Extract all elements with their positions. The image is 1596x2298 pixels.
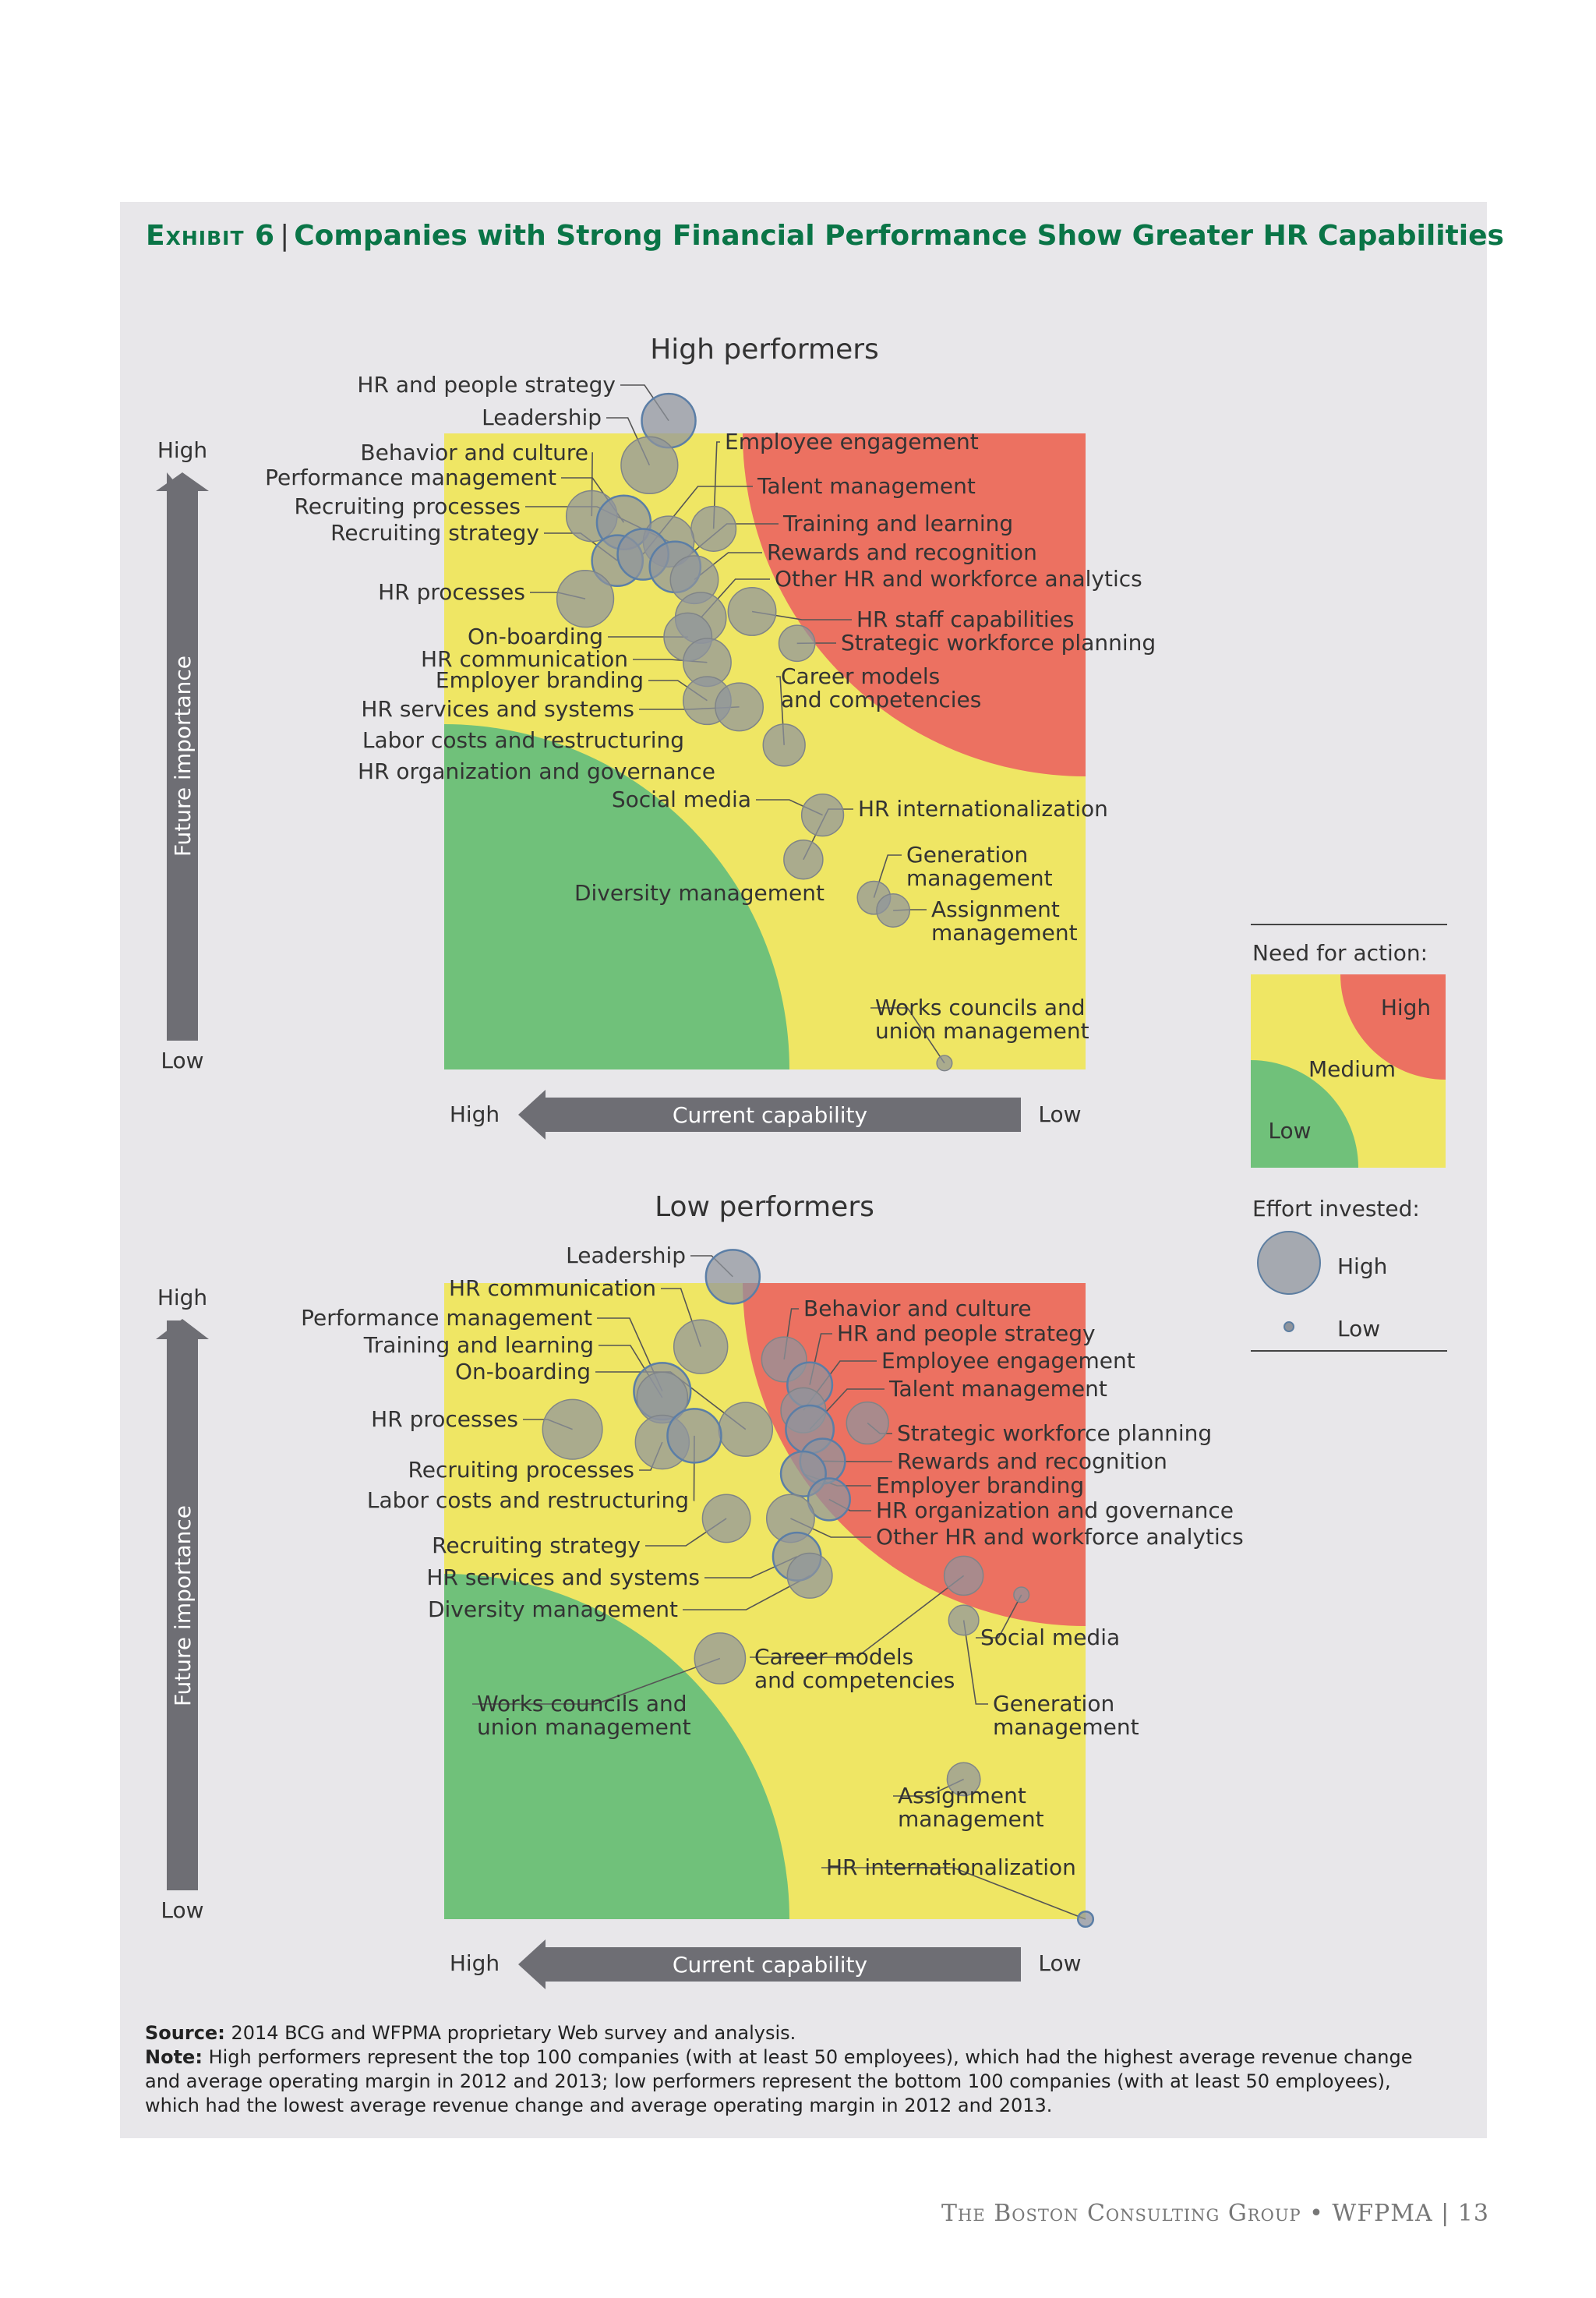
point-label: HR internationalization: [826, 1854, 1076, 1880]
legend-need-low: Low: [1268, 1118, 1312, 1144]
bubble-hr-internationalization: [784, 840, 823, 879]
point-label: Generation management: [993, 1691, 1139, 1740]
point-label: Diversity management: [427, 1596, 678, 1622]
point-label: Labor costs and restructuring: [366, 1487, 689, 1513]
page-footer: The Boston Consulting Group • WFPMA | 13: [941, 2200, 1489, 2227]
y-low-label: Low: [161, 1897, 204, 1923]
point-label: Strategic workforce planning: [897, 1420, 1213, 1446]
point-label: HR staff capabilities: [856, 606, 1075, 632]
point-label: HR communication: [449, 1275, 656, 1301]
point-label: Assignment management: [898, 1783, 1044, 1832]
point-label: Training and learning: [783, 511, 1014, 536]
x-low-label: Low: [1038, 1950, 1082, 1976]
point-label: HR organization and governance: [358, 758, 715, 784]
chart-title: Low performers: [655, 1191, 874, 1223]
bubble-hr-internationalization: [1078, 1911, 1093, 1927]
point-label: Training and learning: [363, 1332, 594, 1358]
point-label: Social media: [980, 1625, 1121, 1650]
legend-need-high-swatch: [1340, 869, 1551, 1080]
point-label: On-boarding: [467, 624, 603, 649]
exhibit-title: Exhibit 6 | Companies with Strong Financial Performance Show Greater HR Capabilities: [146, 220, 1504, 252]
bubble-career-models-and-competencies: [763, 724, 805, 766]
point-label: HR services and systems: [426, 1564, 700, 1590]
bubble-generation-management: [948, 1605, 979, 1635]
point-label: HR and people strategy: [837, 1320, 1096, 1346]
point-label: Performance management: [265, 465, 556, 490]
point-label: Works councils and union management: [875, 995, 1089, 1044]
bubble-strategic-workforce-planning: [846, 1402, 888, 1444]
source-text: 2014 BCG and WFPMA proprietary Web survey and analysis.: [231, 2022, 796, 2044]
point-label: HR and people strategy: [357, 372, 616, 398]
point-label: Works councils and union management: [477, 1691, 691, 1740]
point-label: Leadership: [566, 1243, 686, 1268]
point-label: HR processes: [378, 579, 525, 605]
y-low-label: Low: [161, 1048, 204, 1073]
bubble-hr-staff-capabilities: [728, 588, 775, 635]
note-label: Note:: [145, 2046, 203, 2068]
legend-need-low-swatch: [1143, 1060, 1358, 1275]
bubble-hr-communication: [674, 1320, 728, 1373]
bubble-recruiting-strategy: [702, 1494, 750, 1542]
point-label: Other HR and workforce analytics: [775, 566, 1142, 592]
point-label: Recruiting processes: [408, 1457, 634, 1483]
bubble-assignment-management: [877, 894, 909, 927]
bubble-hr-processes: [542, 1399, 602, 1459]
point-label: Recruiting strategy: [330, 520, 539, 546]
y-axis-label: Future importance: [170, 655, 196, 857]
point-label: HR communication: [421, 646, 628, 672]
point-label: Career models and competencies: [754, 1644, 955, 1693]
point-label: Employee engagement: [881, 1348, 1135, 1373]
point-label: Generation management: [906, 842, 1053, 891]
point-label: Strategic workforce planning: [841, 630, 1156, 656]
bubble-leadership: [621, 437, 678, 493]
y-high-label: High: [157, 437, 208, 463]
bubble-social-media: [802, 794, 844, 836]
legend-effort-high-bubble: [1258, 1232, 1320, 1294]
bubble-strategic-workforce-planning: [779, 625, 815, 661]
point-label: Diversity management: [574, 880, 824, 906]
point-label: HR internationalization: [858, 796, 1108, 822]
point-label: Employer branding: [876, 1472, 1085, 1498]
point-label: Employer branding: [435, 667, 644, 693]
point-label: Career models and competencies: [781, 663, 982, 712]
point-label: Talent management: [757, 473, 976, 499]
bubble-works-councils-and-union-management: [937, 1055, 952, 1071]
legend-need-medium: Medium: [1308, 1056, 1396, 1082]
legend-effort-low-bubble: [1284, 1322, 1294, 1331]
point-label: Behavior and culture: [803, 1296, 1032, 1321]
point-label: Behavior and culture: [360, 440, 588, 465]
point-label: Leadership: [482, 405, 602, 430]
legend-need-high: High: [1380, 995, 1432, 1020]
point-label: Assignment management: [931, 896, 1078, 946]
source-line: [145, 2021, 1439, 2045]
point-label: Labor costs and restructuring: [362, 727, 684, 753]
exhibit-label: Exhibit 6: [146, 220, 276, 252]
notes: [145, 2021, 1439, 2118]
note-text: High performers represent the top 100 companies (with at least 50 employees), which had the highest average revenue change and average operating margin in 2012 and 2013; low performers represent the bottom 100 companies (with at least 50 employees), which had the lowest average revenue change and average operating margin in 2012 and 2013.: [145, 2046, 1413, 2116]
point-label: Rewards and recognition: [767, 539, 1037, 565]
y-axis-label: Future importance: [170, 1504, 196, 1707]
point-label: Other HR and workforce analytics: [876, 1524, 1244, 1550]
bubble-diversity-management: [787, 1554, 832, 1599]
x-axis-label: Current capability: [672, 1102, 868, 1128]
point-label: On-boarding: [454, 1359, 591, 1384]
legend-effort-low: Low: [1337, 1316, 1381, 1342]
point-label: HR organization and governance: [876, 1497, 1234, 1523]
point-label: Performance management: [301, 1305, 592, 1331]
point-label: HR processes: [371, 1406, 518, 1432]
note-line: [145, 2045, 1439, 2118]
x-axis-label: Current capability: [672, 1952, 868, 1978]
legend: [1143, 869, 1551, 1351]
bubble-works-councils-and-union-management: [694, 1633, 745, 1684]
bubble-career-models-and-competencies: [945, 1556, 983, 1595]
y-high-label: High: [157, 1285, 208, 1310]
bubble-hr-services-and-systems: [715, 683, 763, 730]
point-label: Talent management: [889, 1376, 1107, 1402]
point-label: Rewards and recognition: [897, 1448, 1167, 1474]
x-high-label: High: [449, 1950, 500, 1976]
bubble-leadership: [706, 1250, 760, 1303]
bubble-hr-processes: [557, 571, 614, 628]
legend-effort-title: Effort invested:: [1252, 1196, 1420, 1221]
bubble-labor-costs-and-restructuring: [667, 1409, 721, 1462]
legend-effort-high: High: [1337, 1253, 1388, 1279]
bubble-social-media: [1014, 1587, 1029, 1603]
source-label: Source:: [145, 2022, 225, 2044]
point-label: Employee engagement: [725, 429, 979, 454]
x-high-label: High: [449, 1101, 500, 1127]
point-label: Social media: [611, 787, 751, 812]
point-label: Recruiting strategy: [432, 1533, 641, 1558]
bubble-on-boarding: [719, 1402, 772, 1456]
exhibit-heading: Companies with Strong Financial Performance Show Greater HR Capabilities: [294, 220, 1504, 252]
point-label: HR services and systems: [361, 696, 634, 722]
x-low-label: Low: [1038, 1101, 1082, 1127]
chart-title: High performers: [650, 334, 879, 366]
bubble-employee-engagement: [691, 507, 736, 552]
point-label: Recruiting processes: [294, 493, 521, 519]
legend-need-title: Need for action:: [1252, 940, 1428, 966]
